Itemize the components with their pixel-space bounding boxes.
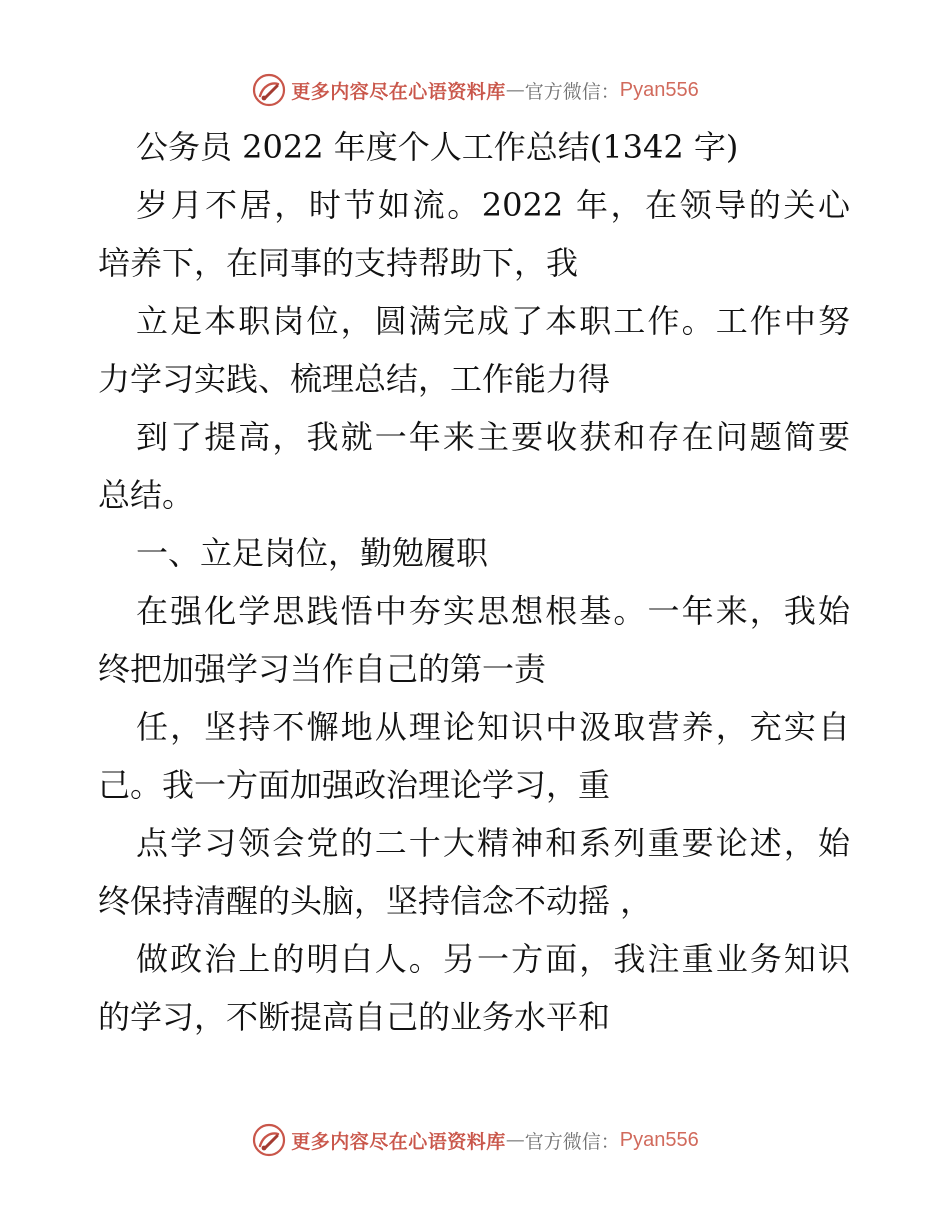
banner-dash: — — [505, 79, 525, 101]
paragraph-line: 在强化学思践悟中夯实思想根基。一年来，我始 — [136, 592, 850, 630]
paragraph-line: 的学习，不断提高自己的业务水平和 — [98, 998, 611, 1036]
paragraph-line: 终保持清醒的头脑，坚持信念不动摇 ， — [98, 882, 653, 920]
brand-logo-icon — [251, 72, 287, 108]
banner-title: 更多内容尽在心语资料库 — [291, 1130, 506, 1153]
paragraph-line: 力学习实践、梳理总结，工作能力得 — [98, 360, 611, 398]
header-banner — [0, 70, 950, 110]
paragraph-line: 终把加强学习当作自己的第一责 — [98, 650, 547, 688]
section-heading: 一、立足岗位，勤勉履职 — [136, 534, 489, 572]
banner-wechat-id: Pyan556 — [619, 78, 699, 101]
paragraph-line: 总结。 — [98, 476, 195, 514]
banner-wechat-label: 官方微信： — [524, 80, 620, 103]
document-body — [98, 118, 858, 1046]
banner-dash: — — [505, 1129, 525, 1151]
brand-logo-icon — [251, 1122, 287, 1158]
paragraph-line: 点学习领会党的二十大精神和系列重要论述，始 — [136, 824, 850, 862]
paragraph-line: 己。我一方面加强政治理论学习，重 — [98, 766, 611, 804]
banner-title: 更多内容尽在心语资料库 — [291, 80, 506, 103]
paragraph-line: 任，坚持不懈地从理论知识中汲取营养，充实自 — [136, 708, 850, 746]
banner-wechat-id: Pyan556 — [619, 1128, 699, 1151]
paragraph-line: 立足本职岗位，圆满完成了本职工作。工作中努 — [136, 302, 850, 340]
paragraph-line: 做政治上的明白人。另一方面，我注重业务知识 — [136, 940, 850, 978]
banner-wechat-label: 官方微信： — [524, 1130, 620, 1153]
paragraph-line: 培养下，在同事的支持帮助下，我 — [98, 244, 579, 282]
paragraph-line: 到了提高，我就一年来主要收获和存在问题简要 — [136, 418, 850, 456]
document-title: 公务员 2022 年度个人工作总结(1342 字) — [136, 128, 739, 166]
footer-banner — [0, 1120, 950, 1160]
paragraph-line: 岁月不居，时节如流。2022 年，在领导的关心 — [136, 186, 850, 224]
